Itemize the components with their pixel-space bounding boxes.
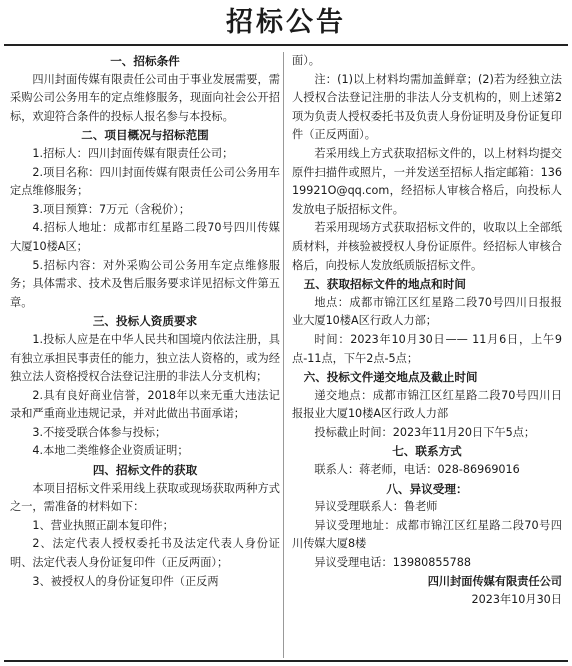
paragraph: 异议受理联系人：鲁老师: [314, 500, 438, 514]
paragraph: 四川封面传媒有限责任公司由于事业发展需要，需采购公司公务用车的定点维修服务，现面向社会公开招标，欢迎符合条件的投标人报名参与本投标。: [10, 72, 280, 123]
paragraph: 异议受理地址：成都市锦江区红星路二段70号四川传媒大厦8楼: [292, 518, 562, 551]
section-heading: 六、投标文件递交地点及截止时间: [303, 370, 478, 385]
page-title: 招标公告: [226, 7, 346, 38]
paragraph: 联系人：蒋老师，电话：028-86969016: [314, 463, 520, 477]
paragraph: 5.招标内容：对外采购公司公务用车定点维修服务；具体需求、技术及售后服务要求详见招标文件第五章。: [10, 258, 280, 309]
paragraph: 4.招标人地址：成都市红星路二段70号四川传媒大厦10楼A区；: [10, 221, 280, 253]
title-divider: [4, 44, 568, 46]
paragraph: 3.项目预算：7万元（含税价）；: [32, 202, 191, 216]
paragraph: 异议受理电话：13980855788: [314, 556, 471, 570]
issue-date: 2023年10月30日: [471, 593, 562, 607]
paragraph: 本项目招标文件采用线上获取或现场获取两种方式之一，需准备的材料如下：: [10, 481, 280, 514]
issuer-signature: 四川封面传媒有限责任公司: [427, 574, 562, 588]
section-heading: 二、项目概况与招标范围: [81, 128, 209, 143]
section-heading: 一、招标条件: [110, 54, 180, 68]
section-heading: 三、投标人资质要求: [92, 314, 198, 329]
paragraph: 2.项目名称：四川封面传媒有限责任公司公务用车定点维修服务；: [10, 165, 280, 198]
section-heading: 四、招标文件的获取: [92, 463, 198, 478]
right-column: [292, 52, 562, 660]
left-column: [10, 52, 280, 660]
paragraph: 1.投标人应是在中华人民共和国境内依法注册，具有独立承担民事责任的能力，独立法人资格的，或为经独立法人资格授权合法登记注册的非法人分支机构；: [10, 332, 280, 384]
paragraph: 1、营业执照正副本复印件；: [32, 518, 174, 532]
paragraph: 地点：成都市锦江区红星路二段70号四川日报报业大厦10楼A区行政人力部；: [292, 295, 562, 328]
paragraph: 投标截止时间：2023年11月20日下午5点；: [314, 425, 536, 439]
paragraph: 注：(1)以上材料均需加盖鲜章；(2)若为经独立法人授权合法登记注册的非法人分支机构的，则上述第2项为负责人授权委托书及负责人身份证明及身份证复印件（正反两面）。: [292, 72, 562, 142]
paragraph: 2.具有良好商业信誉，2018年以来无重大违法记录和严重商业违规记录，并对此做出书面承诺；: [10, 388, 280, 421]
paragraph: 若采用线上方式获取招标文件的，以上材料均提交原件扫描件或照片，一并发送至招标人指定邮箱：13619921O@qq.com，经招标人审核合格后，向投标人发放电子版招标文件。: [292, 146, 562, 216]
paragraph: 递交地点：成都市锦江区红星路二段70号四川日报报业大厦10楼A区行政人力部: [292, 388, 562, 421]
column-divider: [283, 52, 284, 658]
section-heading: 七、联系方式: [392, 444, 462, 459]
paragraph: 面）。: [292, 54, 320, 67]
paragraph: 2、法定代表人授权委托书及法定代表人身份证明、法定代表人身份证复印件（正反两面）；: [10, 537, 280, 570]
section-heading: 八、异议受理：: [386, 481, 468, 496]
paragraph: 若采用现场方式获取招标文件的，收取以上全部纸质材料，并核验被授权人身份证原件。经招标人审核合格后，向投标人发放纸质版招标文件。: [292, 221, 562, 272]
paragraph: 3.不接受联合体参与投标；: [32, 425, 167, 439]
paragraph: 3、被授权人的身份证复印件（正反两: [32, 574, 219, 588]
paragraph: 4.本地二类维修企业资质证明；: [32, 444, 189, 458]
bottom-divider: [4, 660, 568, 662]
section-heading: 五、获取招标文件的地点和时间: [303, 277, 466, 292]
paragraph: 1.招标人：四川封面传媒有限责任公司；: [32, 146, 234, 160]
paragraph: 时间：2023年10月30日—— 11月6日，上午9点-11点，下午2点-5点；: [292, 332, 562, 365]
